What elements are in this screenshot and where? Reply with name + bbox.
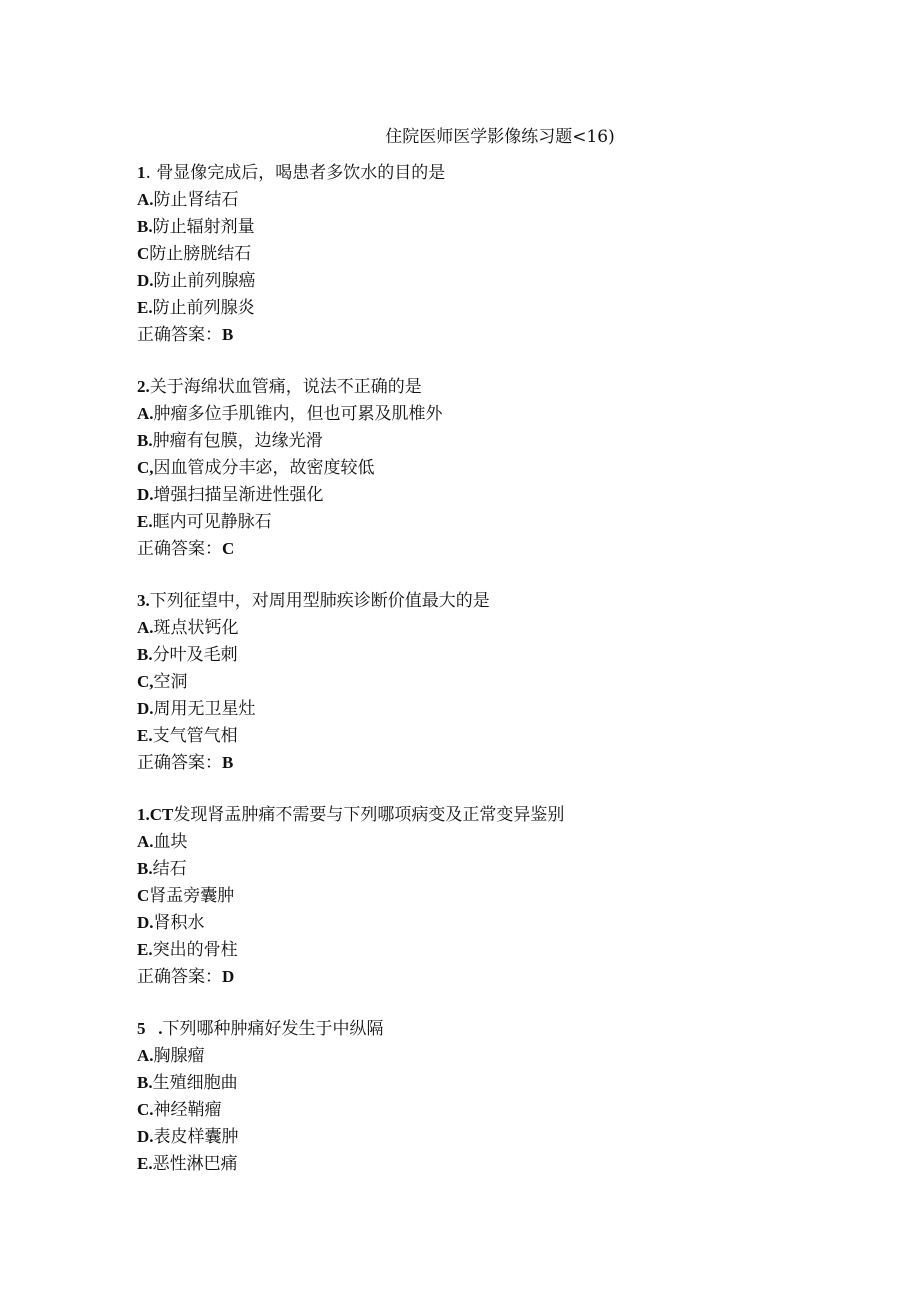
question-3 — [137, 587, 857, 776]
option-letter: A. — [137, 190, 154, 209]
question-text: 骨显像完成后，喝患者多饮水的目的是 — [156, 163, 446, 183]
document-title: 住院医师医学影像练习题<16) — [385, 127, 615, 147]
option-c — [137, 668, 857, 695]
option-letter: E. — [137, 1154, 153, 1173]
option-c — [137, 1096, 857, 1123]
option-text: 周用无卫星灶 — [153, 699, 256, 719]
option-text: 恶性淋巴痛 — [152, 1154, 238, 1174]
option-text: 增强扫描呈渐进性强化 — [153, 485, 324, 505]
option-d — [137, 695, 857, 722]
option-text: 肿瘤有包膜，边缘光滑 — [152, 431, 323, 451]
option-text: 眶内可见静脉石 — [152, 512, 272, 532]
option-text: 因血管成分丰宓，故密度较低 — [153, 458, 375, 478]
option-a — [137, 1042, 857, 1069]
option-text: 血块 — [153, 832, 188, 852]
option-b — [137, 855, 857, 882]
option-letter: E. — [137, 298, 153, 317]
question-1 — [137, 159, 857, 348]
option-letter: D. — [137, 271, 154, 290]
option-letter: A. — [137, 618, 154, 637]
option-c — [137, 454, 857, 481]
option-a — [137, 828, 857, 855]
option-text: 防止辐射剂量 — [152, 217, 255, 237]
question-text: 下列哪种肿痛好发生于中纵隔 — [162, 1019, 384, 1039]
question-4 — [137, 801, 857, 990]
option-letter: B. — [137, 217, 153, 236]
question-number: 1 — [137, 163, 146, 182]
option-e — [137, 508, 857, 535]
answer-value: C — [222, 539, 235, 558]
answer-value: D — [222, 967, 235, 986]
option-letter: C — [137, 244, 150, 263]
option-letter: C, — [137, 458, 154, 477]
option-text: 神经鞘瘤 — [153, 1100, 222, 1120]
answer-line — [137, 963, 857, 990]
option-text: 胸腺瘤 — [153, 1046, 205, 1066]
option-letter: D. — [137, 913, 154, 932]
option-d — [137, 267, 857, 294]
option-text: 肾积水 — [153, 913, 205, 933]
option-text: 生殖细胞曲 — [152, 1073, 238, 1093]
question-number-sep: . — [145, 163, 157, 183]
option-letter: B. — [137, 431, 153, 450]
option-text: 肿瘤多位手肌锥内，但也可累及肌椎外 — [153, 404, 443, 424]
option-text: 防止前列腺癌 — [153, 271, 256, 291]
question-number: 3. — [137, 591, 150, 610]
question-number: 1.CT — [137, 805, 174, 824]
option-text: 防止肾结石 — [153, 190, 239, 210]
option-b — [137, 1069, 857, 1096]
option-b — [137, 427, 857, 454]
question-stem — [137, 373, 857, 400]
question-number-sep: . — [145, 1019, 163, 1038]
option-letter: E. — [137, 940, 153, 959]
option-text: 肾盂旁囊肿 — [149, 886, 235, 906]
option-letter: A. — [137, 404, 154, 423]
option-a — [137, 186, 857, 213]
option-text: 空洞 — [153, 672, 188, 692]
answer-value: B — [222, 753, 234, 772]
option-c — [137, 240, 857, 267]
option-d — [137, 1123, 857, 1150]
answer-value: B — [222, 325, 234, 344]
answer-label: 正确答案： — [137, 967, 222, 987]
answer-line — [137, 535, 857, 562]
answer-label: 正确答案： — [137, 539, 222, 559]
option-letter: D. — [137, 699, 154, 718]
option-b — [137, 213, 857, 240]
option-a — [137, 400, 857, 427]
option-letter: E. — [137, 726, 153, 745]
question-text: 关于海绵状血管痛，说法不正确的是 — [149, 377, 422, 397]
question-text: 下列征望中，对周用型肺疾诊断价值最大的是 — [149, 591, 490, 611]
option-text: 斑点状钙化 — [153, 618, 239, 638]
option-letter: B. — [137, 1073, 153, 1092]
option-e — [137, 722, 857, 749]
option-letter: C, — [137, 672, 154, 691]
option-letter: E. — [137, 512, 153, 531]
option-letter: A. — [137, 832, 154, 851]
question-number: 5 — [137, 1019, 146, 1038]
answer-line — [137, 749, 857, 776]
option-c — [137, 882, 857, 909]
answer-label: 正确答案： — [137, 325, 222, 345]
option-text: 表皮样囊肿 — [153, 1127, 239, 1147]
question-text: 发现肾盂肿痛不需要与下列哪项病变及正常变异鉴别 — [173, 805, 565, 825]
option-e — [137, 1150, 857, 1177]
question-number: 2. — [137, 377, 150, 396]
question-stem — [137, 1015, 857, 1042]
question-stem — [137, 159, 857, 186]
option-d — [137, 909, 857, 936]
option-letter: B. — [137, 645, 153, 664]
option-b — [137, 641, 857, 668]
option-letter: D. — [137, 485, 154, 504]
option-letter: D. — [137, 1127, 154, 1146]
option-a — [137, 614, 857, 641]
question-list — [137, 159, 857, 1202]
option-letter: C — [137, 886, 150, 905]
question-2 — [137, 373, 857, 562]
option-text: 结石 — [152, 859, 187, 879]
question-5 — [137, 1015, 857, 1177]
answer-line — [137, 321, 857, 348]
option-e — [137, 936, 857, 963]
option-text: 防止膀胱结石 — [149, 244, 252, 264]
answer-label: 正确答案： — [137, 753, 222, 773]
option-text: 突出的骨柱 — [152, 940, 238, 960]
option-text: 防止前列腺炎 — [152, 298, 255, 318]
option-letter: B. — [137, 859, 153, 878]
option-text: 分叶及毛刺 — [152, 645, 238, 665]
option-e — [137, 294, 857, 321]
option-letter: C. — [137, 1100, 154, 1119]
question-stem — [137, 801, 857, 828]
question-stem — [137, 587, 857, 614]
option-text: 支气管气相 — [152, 726, 238, 746]
option-d — [137, 481, 857, 508]
option-letter: A. — [137, 1046, 154, 1065]
